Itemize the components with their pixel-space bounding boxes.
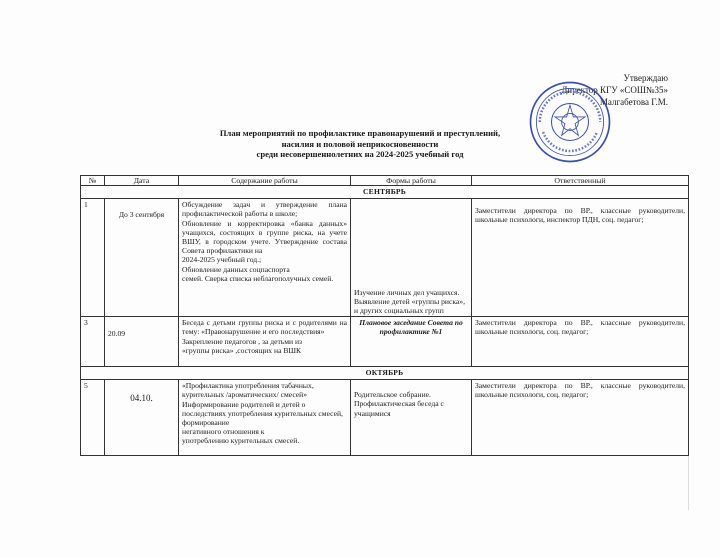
row-forms: Плановое заседание Совета по профилактике №1 — [351, 317, 472, 367]
approval-director: Директор КГУ «СОШ№35» — [561, 85, 668, 95]
plan-table — [80, 175, 689, 456]
document-title — [150, 128, 570, 160]
month-september: СЕНТЯБРЬ — [81, 186, 689, 199]
row-forms — [351, 199, 472, 317]
row-date: 20.09 — [105, 317, 179, 367]
row-content — [179, 199, 351, 317]
month-october: ОКТЯБРЬ — [81, 367, 689, 380]
row-responsible: Заместители директора по ВР., классные руководители, школьные психологи, инспектор ПДН, соц. педагог; — [472, 199, 689, 317]
row-date: До 3 сентября — [105, 199, 179, 317]
row-number: 5 — [81, 380, 105, 456]
table-row — [81, 199, 689, 317]
content-line: употреблению курительных смесей. — [182, 436, 300, 446]
content-line: Обсуждение задач и утверждение плана профилактической работы в школе; — [182, 200, 347, 219]
approval-name: Малгабетова Г.М. — [599, 97, 668, 107]
table-header-row — [81, 176, 689, 186]
month-row — [81, 367, 689, 380]
col-header-responsible: Ответственный — [472, 176, 689, 186]
row-content — [179, 380, 351, 456]
content-line: «группы риска» ,состоящих на ВШК — [182, 345, 302, 355]
content-line: «Профилактика употребления табачных, курительных /ароматических/ смесей» Информирование родителей и детей о последствиях употребления курительных смесей, формирование — [182, 381, 343, 428]
title-line-3: среди несовершеннолетних на 2024-2025 учебный год — [256, 149, 464, 159]
title-line-2: насилия и половой неприкосновенности — [281, 138, 439, 149]
row-responsible: Заместители директора по ВР., классные руководители, школьные психологи, соц. педагог; — [472, 317, 689, 367]
content-line: Закрепление педагогов , за детьми из — [182, 336, 303, 346]
col-header-content: Содержание работы — [179, 176, 351, 186]
row-forms: Родительское собрание. Профилактическая беседа с учащимися — [351, 380, 472, 456]
row-number: 1 — [81, 199, 105, 317]
approval-label: Утверждаю — [623, 73, 668, 83]
row-date: 04.10. — [105, 380, 179, 456]
table-row — [81, 317, 689, 367]
forms-line: Изучение личных дел учащихся. — [354, 287, 460, 297]
col-header-forms: Формы работы — [351, 176, 472, 186]
row-content — [179, 317, 351, 367]
title-line-1: План мероприятий по профилактике правонарушений и преступлений, — [219, 128, 501, 138]
forms-line: Выявление детей «группы риска», и других социальных групп — [354, 296, 465, 315]
table-row — [81, 380, 689, 456]
content-line: Обновление данных соцпаспорта — [182, 264, 290, 274]
content-line: негативного отношения к — [182, 427, 265, 437]
content-line: семей. Сверка списка неблагополучных семей. — [182, 273, 334, 283]
content-line: Беседа с детьми группы риска и с родителями на тему: «Правонарушение и его последствия» — [182, 318, 347, 337]
month-row — [81, 186, 689, 199]
row-number: 3 — [81, 317, 105, 367]
content-line: 2024-2025 учебный год.; — [182, 255, 262, 265]
col-header-number: № — [81, 176, 105, 186]
content-line: Обновление и корректировка «банка данных» учащихся, состоящих в группе риска, на учете ВШУ, в городском учете. Утверждение состава Совета профилактики на — [182, 218, 347, 256]
col-header-date: Дата — [105, 176, 179, 186]
row-responsible: Заместители директора по ВР., классные руководители, школьные психологи, соц. педагог; — [472, 380, 689, 456]
